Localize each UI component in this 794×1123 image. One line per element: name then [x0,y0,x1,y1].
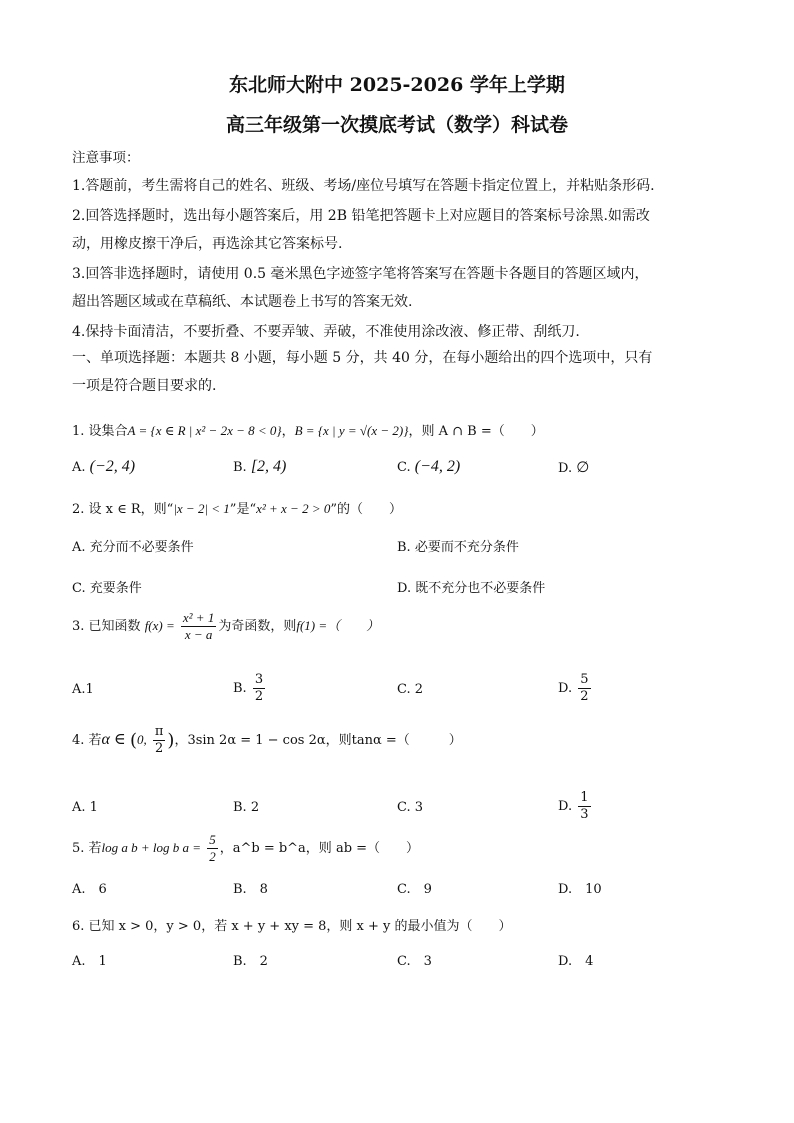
q1-option-c-label: C. [397,460,411,475]
q5-option-d[interactable]: D. 10 [558,882,602,897]
notice-item-2: 2.回答选择题时，选出每小题答案后，用 2B 铅笔把答题卡上对应题目的答案标号涂黑.如需改 [72,208,650,224]
q5-expression: log a b + log b a = [101,840,202,855]
title-line-2: 高三年级第一次摸底考试（数学）科试卷 [225,114,568,136]
q1-option-b-label: B. [233,460,247,475]
q6-option-a[interactable]: A. 1 [72,954,107,969]
question-4 [72,724,462,757]
question-2 [72,498,402,517]
q3-prefix: 3. 已知函数 [72,619,141,634]
q4-interval-end [153,724,166,757]
notice-item-2-cont: 动，用橡皮擦干净后，再选涂其它答案标号. [72,236,343,252]
q4-option-c[interactable]: C. 3 [397,800,424,815]
question-1 [72,420,544,439]
q3-option-a[interactable]: A.1 [72,682,94,697]
q3-option-d[interactable] [558,672,593,705]
q3-option-d-label: D. [558,681,573,696]
notice-item-3: 3.回答非选择题时，请使用 0.5 毫米黑色字迹签字笔将答案写在答题卡各题目的答题区域内， [72,266,649,282]
section-instruction-2: 一项是符合题目要求的. [72,378,217,394]
q1-option-d-label: D. [558,461,573,476]
q1-option-c[interactable] [397,458,460,476]
q1-set-b: B = {x | y = √(x − 2)} [294,423,409,438]
q2-text-c: ”的（ ） [330,502,403,517]
q1-suffix: ，则 A ∩ B =（ ） [408,424,544,439]
title-line-1: 东北师大附中 2025-2026 学年上学期 [229,74,565,96]
section-instruction-1: 一、单项选择题：本题共 8 小题，每小题 5 分，共 40 分，在每小题给出的四个选项中，只有 [72,350,653,366]
q4-pi: π [154,724,164,739]
question-6: 6. 已知 x > 0，y > 0，若 x + y + xy = 8，则 x + y 的最小值为（ ） [72,919,512,934]
q5-option-a[interactable]: A. 6 [72,882,107,897]
q3-option-d-num: 5 [580,672,589,687]
q1-option-b-value: [2, 4) [250,458,287,475]
q3-option-b-den: 2 [254,689,264,704]
q2-condition-1: |x − 2| < 1 [173,501,230,516]
q4-two: 2 [154,741,164,756]
q5-suffix: ，a^b = b^a，则 ab =（ ） [219,841,420,856]
q1-option-d-value: ∅ [576,458,590,476]
q3-denominator: x − a [184,627,213,642]
notice-item-4: 4.保持卡面清洁，不要折叠、不要弄皱、弄破，不准使用涂改液、修正带、刮纸刀. [72,324,580,340]
q4-option-d-label: D. [558,799,573,814]
q3-option-b-label: B. [233,681,247,696]
q1-option-c-value: (−4, 2) [414,458,461,475]
q3-option-d-fraction [578,672,590,705]
q4-left-paren: ( [129,730,137,751]
q4-interval-start: 0, [136,732,147,747]
q1-option-a[interactable] [72,458,135,476]
q1-option-a-value: (−2, 4) [89,458,136,475]
question-5 [72,832,419,865]
q2-option-b[interactable]: B. 必要而不充分条件 [397,540,519,555]
q3-option-c[interactable]: C. 2 [397,682,424,697]
notice-item-1: 1.答题前，考生需将自己的姓名、班级、考场/座位号填写在答题卡指定位置上，并粘贴条形码. [72,178,655,194]
q4-prefix: 4. 若 [72,733,102,748]
q5-option-c[interactable]: C. 9 [397,882,432,897]
q2-option-c[interactable]: C. 充要条件 [72,581,142,596]
q4-option-d-den: 3 [580,807,589,822]
q3-ask: f(1) =（ ） [296,618,380,633]
notice-heading: 注意事项： [72,150,140,166]
q4-option-a[interactable]: A. 1 [72,800,98,815]
q1-option-d[interactable] [558,458,589,476]
q4-option-d-fraction [578,790,590,823]
q3-option-b-num: 3 [254,672,264,687]
q4-option-d[interactable] [558,790,593,823]
notice-item-3-cont: 超出答题区域或在草稿纸、本试题卷上书写的答案无效. [72,294,413,310]
question-3 [72,610,379,643]
q3-option-b[interactable] [233,672,267,705]
q5-prefix: 5. 若 [72,841,102,856]
q5-den: 2 [209,849,216,864]
q2-text-a: 2. 设 x ∈ R，则“ [72,502,174,517]
q1-option-a-label: A. [72,460,86,475]
q3-option-b-fraction [253,672,265,705]
q3-numerator: x² + 1 [182,610,215,625]
q1-prefix: 1. 设集合 [72,424,128,439]
q3-option-d-den: 2 [580,689,589,704]
q6-option-b[interactable]: B. 2 [233,954,268,969]
q5-option-b[interactable]: B. 8 [233,882,268,897]
q2-option-d[interactable]: D. 既不充分也不必要条件 [397,581,546,596]
q4-right-paren: ) [167,730,175,751]
q4-option-d-num: 1 [580,790,589,805]
q6-option-d[interactable]: D. 4 [558,954,594,969]
q2-option-a[interactable]: A. 充分而不必要条件 [72,540,194,555]
q6-option-c[interactable]: C. 3 [397,954,432,969]
q2-text-b: ”是“ [229,502,257,517]
q3-suffix: 为奇函数，则 [218,619,297,634]
q2-condition-2: x² + x − 2 > 0 [256,501,331,516]
q5-num: 5 [209,832,216,847]
q4-alpha: α ∈ [101,731,126,748]
q3-fraction [181,610,216,643]
q5-fraction [207,832,218,865]
q3-function: f(x) = [144,618,175,633]
q1-comma: ， [281,424,295,439]
q4-condition: ，3sin 2α = 1 − cos 2α，则tanα =（ ） [174,733,462,748]
q1-option-b[interactable] [233,458,286,476]
q4-option-b[interactable]: B. 2 [233,800,260,815]
q1-set-a: A = {x ∈ R | x² − 2x − 8 < 0} [127,423,282,438]
